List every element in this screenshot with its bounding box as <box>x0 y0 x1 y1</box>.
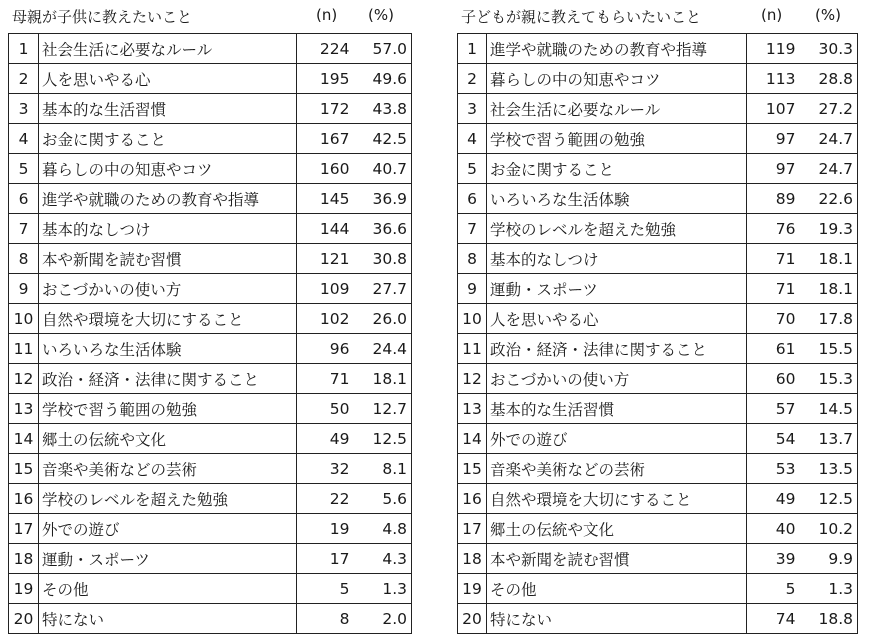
count-cell: 89 <box>747 184 801 214</box>
percent-cell: 18.1 <box>355 364 412 394</box>
rank-cell: 18 <box>458 544 487 574</box>
count-cell: 167 <box>297 124 355 154</box>
count-cell: 109 <box>297 274 355 304</box>
item-cell: 運動・スポーツ <box>39 544 297 574</box>
count-cell: 22 <box>297 484 355 514</box>
item-cell: 学校のレベルを超えた勉強 <box>39 484 297 514</box>
percent-cell: 24.7 <box>801 154 858 184</box>
table-row <box>9 184 412 214</box>
percent-cell: 22.6 <box>801 184 858 214</box>
count-column-header: (n) <box>316 6 338 24</box>
rank-cell: 17 <box>458 514 487 544</box>
rank-cell: 5 <box>9 154 39 184</box>
rank-cell: 14 <box>458 424 487 454</box>
table-row <box>458 274 858 304</box>
percent-cell: 30.3 <box>801 34 858 64</box>
item-cell: 基本的な生活習慣 <box>487 394 747 424</box>
count-cell: 40 <box>747 514 801 544</box>
count-cell: 32 <box>297 454 355 484</box>
item-cell: その他 <box>39 574 297 604</box>
item-cell: 運動・スポーツ <box>487 274 747 304</box>
count-cell: 61 <box>747 334 801 364</box>
count-cell: 54 <box>747 424 801 454</box>
count-cell: 19 <box>297 514 355 544</box>
item-cell: 基本的なしつけ <box>487 244 747 274</box>
item-cell: 人を思いやる心 <box>487 304 747 334</box>
table-header <box>0 0 416 33</box>
rank-cell: 8 <box>458 244 487 274</box>
count-cell: 71 <box>747 274 801 304</box>
child-ranking-panel <box>457 0 869 634</box>
table-row <box>458 364 858 394</box>
item-cell: 自然や環境を大切にすること <box>39 304 297 334</box>
rank-cell: 15 <box>9 454 39 484</box>
rank-cell: 10 <box>458 304 487 334</box>
percent-cell: 2.0 <box>355 604 412 634</box>
percent-column-header: (%) <box>815 6 841 24</box>
percent-cell: 36.6 <box>355 214 412 244</box>
percent-cell: 57.0 <box>355 34 412 64</box>
rank-cell: 7 <box>458 214 487 244</box>
rank-cell: 17 <box>9 514 39 544</box>
count-cell: 97 <box>747 124 801 154</box>
percent-cell: 4.8 <box>355 514 412 544</box>
table-row <box>458 214 858 244</box>
count-cell: 49 <box>747 484 801 514</box>
item-cell: 政治・経済・法律に関すること <box>487 334 747 364</box>
table-row <box>9 574 412 604</box>
table-title: 子どもが親に教えてもらいたいこと <box>461 8 702 26</box>
table-row <box>458 334 858 364</box>
count-cell: 119 <box>747 34 801 64</box>
count-cell: 107 <box>747 94 801 124</box>
count-cell: 71 <box>297 364 355 394</box>
item-cell: 自然や環境を大切にすること <box>487 484 747 514</box>
count-cell: 97 <box>747 154 801 184</box>
count-cell: 145 <box>297 184 355 214</box>
item-cell: 郷土の伝統や文化 <box>487 514 747 544</box>
item-cell: 暮らしの中の知恵やコツ <box>487 64 747 94</box>
rank-cell: 7 <box>9 214 39 244</box>
rank-cell: 9 <box>9 274 39 304</box>
table-row <box>9 244 412 274</box>
table-title: 母親が子供に教えたいこと <box>12 8 193 26</box>
table-body <box>9 34 412 634</box>
rank-cell: 2 <box>458 64 487 94</box>
percent-cell: 28.8 <box>801 64 858 94</box>
count-cell: 60 <box>747 364 801 394</box>
percent-cell: 24.7 <box>801 124 858 154</box>
item-cell: 外での遊び <box>487 424 747 454</box>
rank-cell: 13 <box>9 394 39 424</box>
table-row <box>458 94 858 124</box>
count-cell: 74 <box>747 604 801 634</box>
percent-cell: 13.7 <box>801 424 858 454</box>
count-cell: 49 <box>297 424 355 454</box>
rank-cell: 20 <box>9 604 39 634</box>
rank-cell: 5 <box>458 154 487 184</box>
percent-cell: 10.2 <box>801 514 858 544</box>
table-row <box>458 304 858 334</box>
table-row <box>9 424 412 454</box>
table-row <box>9 94 412 124</box>
item-cell: 外での遊び <box>39 514 297 544</box>
count-cell: 102 <box>297 304 355 334</box>
count-cell: 96 <box>297 334 355 364</box>
table-row <box>9 34 412 64</box>
table-row <box>458 34 858 64</box>
percent-cell: 12.7 <box>355 394 412 424</box>
rank-cell: 15 <box>458 454 487 484</box>
item-cell: おこづかいの使い方 <box>487 364 747 394</box>
table-row <box>9 364 412 394</box>
count-cell: 70 <box>747 304 801 334</box>
rank-cell: 11 <box>458 334 487 364</box>
percent-cell: 26.0 <box>355 304 412 334</box>
rank-cell: 12 <box>458 364 487 394</box>
table-row <box>9 484 412 514</box>
percent-cell: 49.6 <box>355 64 412 94</box>
percent-cell: 43.8 <box>355 94 412 124</box>
count-cell: 8 <box>297 604 355 634</box>
count-cell: 17 <box>297 544 355 574</box>
table-row <box>458 64 858 94</box>
table-row <box>458 424 858 454</box>
percent-cell: 12.5 <box>801 484 858 514</box>
item-cell: 本や新聞を読む習慣 <box>39 244 297 274</box>
percent-cell: 36.9 <box>355 184 412 214</box>
rank-cell: 18 <box>9 544 39 574</box>
table-row <box>9 604 412 634</box>
table-row <box>9 274 412 304</box>
rank-cell: 16 <box>458 484 487 514</box>
mother-ranking-panel <box>0 0 416 634</box>
percent-cell: 9.9 <box>801 544 858 574</box>
item-cell: 特にない <box>39 604 297 634</box>
table-row <box>458 244 858 274</box>
item-cell: いろいろな生活体験 <box>487 184 747 214</box>
item-cell: 社会生活に必要なルール <box>487 94 747 124</box>
percent-cell: 19.3 <box>801 214 858 244</box>
percent-column-header: (%) <box>368 6 394 24</box>
item-cell: 暮らしの中の知恵やコツ <box>39 154 297 184</box>
rank-cell: 1 <box>458 34 487 64</box>
percent-cell: 42.5 <box>355 124 412 154</box>
count-cell: 195 <box>297 64 355 94</box>
rank-cell: 8 <box>9 244 39 274</box>
count-cell: 5 <box>747 574 801 604</box>
table-row <box>9 334 412 364</box>
item-cell: おこづかいの使い方 <box>39 274 297 304</box>
rank-cell: 6 <box>458 184 487 214</box>
rank-cell: 11 <box>9 334 39 364</box>
count-cell: 71 <box>747 244 801 274</box>
table-row <box>458 394 858 424</box>
item-cell: 社会生活に必要なルール <box>39 34 297 64</box>
rank-cell: 3 <box>9 94 39 124</box>
item-cell: その他 <box>487 574 747 604</box>
item-cell: 郷土の伝統や文化 <box>39 424 297 454</box>
rank-cell: 14 <box>9 424 39 454</box>
count-cell: 57 <box>747 394 801 424</box>
percent-cell: 14.5 <box>801 394 858 424</box>
count-cell: 144 <box>297 214 355 244</box>
table-header <box>457 0 869 33</box>
table-body <box>458 34 858 634</box>
percent-cell: 15.5 <box>801 334 858 364</box>
table-row <box>458 154 858 184</box>
count-cell: 5 <box>297 574 355 604</box>
percent-cell: 1.3 <box>355 574 412 604</box>
rank-cell: 4 <box>9 124 39 154</box>
percent-cell: 15.3 <box>801 364 858 394</box>
percent-cell: 1.3 <box>801 574 858 604</box>
count-cell: 224 <box>297 34 355 64</box>
count-cell: 113 <box>747 64 801 94</box>
child-ranking-table <box>457 33 858 634</box>
percent-cell: 27.2 <box>801 94 858 124</box>
table-row <box>9 394 412 424</box>
rank-cell: 12 <box>9 364 39 394</box>
table-row <box>9 544 412 574</box>
table-row <box>458 604 858 634</box>
percent-cell: 17.8 <box>801 304 858 334</box>
percent-cell: 18.1 <box>801 274 858 304</box>
table-row <box>9 124 412 154</box>
item-cell: 学校で習う範囲の勉強 <box>39 394 297 424</box>
percent-cell: 5.6 <box>355 484 412 514</box>
count-column-header: (n) <box>761 6 783 24</box>
item-cell: いろいろな生活体験 <box>39 334 297 364</box>
count-cell: 76 <box>747 214 801 244</box>
count-cell: 50 <box>297 394 355 424</box>
item-cell: 音楽や美術などの芸術 <box>487 454 747 484</box>
item-cell: 基本的な生活習慣 <box>39 94 297 124</box>
percent-cell: 24.4 <box>355 334 412 364</box>
table-row <box>458 484 858 514</box>
rank-cell: 16 <box>9 484 39 514</box>
percent-cell: 4.3 <box>355 544 412 574</box>
item-cell: 政治・経済・法律に関すること <box>39 364 297 394</box>
rank-cell: 19 <box>9 574 39 604</box>
percent-cell: 18.8 <box>801 604 858 634</box>
percent-cell: 13.5 <box>801 454 858 484</box>
rank-cell: 10 <box>9 304 39 334</box>
rank-cell: 19 <box>458 574 487 604</box>
table-row <box>458 544 858 574</box>
item-cell: 学校のレベルを超えた勉強 <box>487 214 747 244</box>
table-row <box>458 574 858 604</box>
item-cell: お金に関すること <box>39 124 297 154</box>
item-cell: 音楽や美術などの芸術 <box>39 454 297 484</box>
percent-cell: 27.7 <box>355 274 412 304</box>
rank-cell: 3 <box>458 94 487 124</box>
table-row <box>9 64 412 94</box>
table-row <box>9 454 412 484</box>
rank-cell: 13 <box>458 394 487 424</box>
table-row <box>458 514 858 544</box>
count-cell: 53 <box>747 454 801 484</box>
rank-cell: 9 <box>458 274 487 304</box>
percent-cell: 30.8 <box>355 244 412 274</box>
percent-cell: 18.1 <box>801 244 858 274</box>
item-cell: 本や新聞を読む習慣 <box>487 544 747 574</box>
rank-cell: 6 <box>9 184 39 214</box>
percent-cell: 8.1 <box>355 454 412 484</box>
table-row <box>9 514 412 544</box>
table-row <box>9 214 412 244</box>
percent-cell: 40.7 <box>355 154 412 184</box>
percent-cell: 12.5 <box>355 424 412 454</box>
item-cell: 進学や就職のための教育や指導 <box>487 34 747 64</box>
item-cell: 人を思いやる心 <box>39 64 297 94</box>
item-cell: 基本的なしつけ <box>39 214 297 244</box>
table-row <box>458 454 858 484</box>
table-row <box>458 124 858 154</box>
count-cell: 172 <box>297 94 355 124</box>
table-row <box>9 154 412 184</box>
item-cell: 特にない <box>487 604 747 634</box>
rank-cell: 2 <box>9 64 39 94</box>
count-cell: 121 <box>297 244 355 274</box>
rank-cell: 4 <box>458 124 487 154</box>
count-cell: 160 <box>297 154 355 184</box>
table-row <box>9 304 412 334</box>
item-cell: 学校で習う範囲の勉強 <box>487 124 747 154</box>
table-row <box>458 184 858 214</box>
item-cell: 進学や就職のための教育や指導 <box>39 184 297 214</box>
rank-cell: 1 <box>9 34 39 64</box>
rank-cell: 20 <box>458 604 487 634</box>
mother-ranking-table <box>8 33 412 634</box>
count-cell: 39 <box>747 544 801 574</box>
item-cell: お金に関すること <box>487 154 747 184</box>
